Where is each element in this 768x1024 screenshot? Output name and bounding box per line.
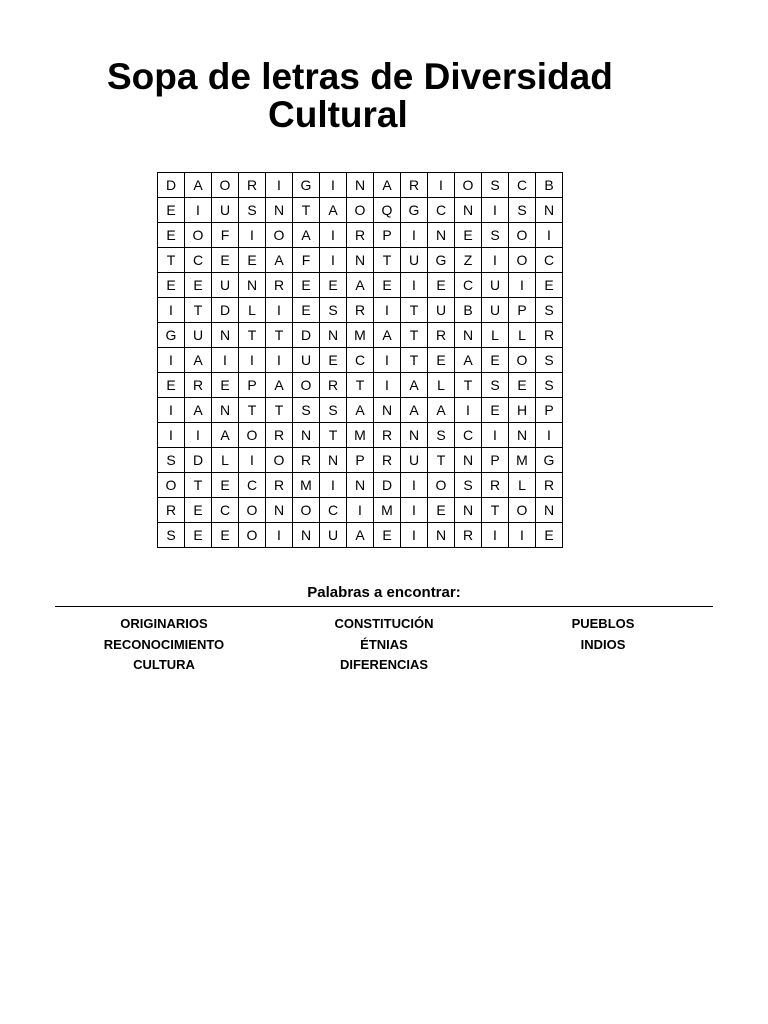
grid-cell: A	[401, 398, 428, 423]
grid-cell: A	[428, 398, 455, 423]
grid-cell: I	[509, 273, 536, 298]
grid-cell: F	[212, 223, 239, 248]
grid-cell: O	[266, 448, 293, 473]
grid-row	[158, 373, 563, 398]
grid-row	[158, 423, 563, 448]
grid-cell: O	[158, 473, 185, 498]
grid-cell: E	[374, 523, 401, 548]
title-line-1: Sopa de letras de Diversidad	[107, 56, 613, 97]
grid-cell: S	[239, 198, 266, 223]
grid-cell: I	[320, 223, 347, 248]
grid-cell: G	[401, 198, 428, 223]
grid-cell: E	[185, 273, 212, 298]
grid-cell: L	[239, 298, 266, 323]
grid-cell: T	[374, 248, 401, 273]
grid-cell: S	[536, 373, 563, 398]
grid-cell: I	[185, 198, 212, 223]
grid-cell: G	[536, 448, 563, 473]
grid-cell: R	[266, 473, 293, 498]
grid-cell: D	[212, 298, 239, 323]
grid-cell: R	[266, 423, 293, 448]
grid-row	[158, 523, 563, 548]
grid-cell: T	[428, 448, 455, 473]
grid-cell: T	[185, 298, 212, 323]
word-item: INDIOS	[580, 636, 626, 652]
grid-cell: E	[320, 348, 347, 373]
grid-cell: U	[212, 273, 239, 298]
grid-cell: S	[158, 523, 185, 548]
grid-cell: B	[455, 298, 482, 323]
grid-cell: B	[536, 173, 563, 198]
grid-cell: U	[428, 298, 455, 323]
grid-cell: R	[374, 448, 401, 473]
grid-cell: I	[482, 198, 509, 223]
grid-cell: E	[482, 398, 509, 423]
grid-cell: L	[428, 373, 455, 398]
grid-cell: I	[266, 298, 293, 323]
grid-cell: T	[482, 498, 509, 523]
grid-row	[158, 248, 563, 273]
grid-cell: P	[536, 398, 563, 423]
grid-cell: I	[428, 173, 455, 198]
grid-cell: U	[401, 248, 428, 273]
grid-cell: N	[536, 198, 563, 223]
grid-cell: F	[293, 248, 320, 273]
grid-cell: O	[266, 223, 293, 248]
title-line-2: Cultural	[268, 94, 408, 135]
grid-cell: C	[428, 198, 455, 223]
grid-row	[158, 448, 563, 473]
grid-row	[158, 198, 563, 223]
grid-cell: E	[428, 348, 455, 373]
grid-cell: A	[401, 373, 428, 398]
grid-cell: C	[536, 248, 563, 273]
grid-cell: R	[482, 473, 509, 498]
grid-cell: R	[320, 373, 347, 398]
grid-cell: I	[401, 498, 428, 523]
grid-cell: O	[428, 473, 455, 498]
grid-row	[158, 298, 563, 323]
grid-cell: O	[239, 498, 266, 523]
grid-cell: I	[401, 523, 428, 548]
grid-cell: E	[509, 373, 536, 398]
grid-cell: E	[158, 273, 185, 298]
grid-cell: S	[158, 448, 185, 473]
grid-cell: S	[536, 348, 563, 373]
grid-cell: T	[347, 373, 374, 398]
grid-cell: I	[536, 423, 563, 448]
grid-cell: O	[509, 223, 536, 248]
grid-cell: N	[455, 498, 482, 523]
grid-cell: R	[266, 273, 293, 298]
grid-cell: I	[374, 298, 401, 323]
grid-cell: I	[158, 348, 185, 373]
grid-cell: P	[347, 448, 374, 473]
grid-cell: H	[509, 398, 536, 423]
grid-cell: I	[266, 523, 293, 548]
grid-cell: E	[185, 498, 212, 523]
grid-cell: T	[158, 248, 185, 273]
grid-cell: N	[347, 248, 374, 273]
grid-cell: T	[266, 398, 293, 423]
grid-cell: A	[374, 323, 401, 348]
grid-cell: U	[482, 298, 509, 323]
grid-cell: D	[158, 173, 185, 198]
grid-cell: E	[158, 223, 185, 248]
grid-cell: E	[158, 373, 185, 398]
grid-cell: I	[239, 223, 266, 248]
grid-cell: N	[455, 198, 482, 223]
grid-cell: T	[455, 373, 482, 398]
grid-cell: E	[293, 273, 320, 298]
grid-cell: M	[509, 448, 536, 473]
grid-cell: N	[428, 223, 455, 248]
grid-cell: O	[455, 173, 482, 198]
grid-cell: S	[320, 398, 347, 423]
grid-cell: U	[482, 273, 509, 298]
grid-cell: A	[374, 173, 401, 198]
grid-cell: I	[266, 348, 293, 373]
grid-cell: C	[455, 273, 482, 298]
grid-cell: S	[536, 298, 563, 323]
grid-cell: R	[374, 423, 401, 448]
grid-cell: U	[401, 448, 428, 473]
grid-cell: U	[185, 323, 212, 348]
grid-cell: O	[293, 498, 320, 523]
grid-cell: O	[239, 423, 266, 448]
grid-cell: S	[293, 398, 320, 423]
grid-cell: I	[158, 398, 185, 423]
grid-cell: O	[239, 523, 266, 548]
word-item: ÉTNIAS	[360, 636, 408, 652]
grid-cell: O	[509, 348, 536, 373]
grid-cell: S	[482, 223, 509, 248]
grid-cell: E	[455, 223, 482, 248]
grid-cell: I	[455, 398, 482, 423]
grid-cell: N	[455, 448, 482, 473]
grid-cell: U	[320, 523, 347, 548]
grid-cell: O	[293, 373, 320, 398]
grid-cell: R	[428, 323, 455, 348]
word-item: RECONOCIMIENTO	[103, 636, 225, 652]
grid-cell: O	[347, 198, 374, 223]
grid-cell: G	[428, 248, 455, 273]
grid-cell: E	[185, 523, 212, 548]
grid-cell: N	[266, 198, 293, 223]
grid-cell: A	[185, 348, 212, 373]
grid-cell: T	[401, 298, 428, 323]
grid-cell: E	[293, 298, 320, 323]
grid-cell: A	[347, 398, 374, 423]
grid-cell: O	[509, 248, 536, 273]
grid-cell: O	[212, 173, 239, 198]
grid-cell: T	[401, 348, 428, 373]
grid-cell: T	[293, 198, 320, 223]
grid-cell: N	[212, 398, 239, 423]
grid-cell: M	[347, 323, 374, 348]
grid-cell: E	[428, 498, 455, 523]
grid-cell: M	[347, 423, 374, 448]
grid-cell: T	[185, 473, 212, 498]
grid-cell: R	[536, 323, 563, 348]
word-list-column-3	[503, 614, 703, 655]
grid-cell: O	[509, 498, 536, 523]
grid-cell: I	[401, 273, 428, 298]
word-item: DIFERENCIAS	[339, 657, 429, 672]
grid-cell: R	[185, 373, 212, 398]
grid-cell: A	[320, 198, 347, 223]
grid-cell: N	[293, 423, 320, 448]
grid-cell: A	[266, 248, 293, 273]
grid-cell: I	[158, 423, 185, 448]
grid-cell: E	[374, 273, 401, 298]
grid-cell: I	[185, 423, 212, 448]
grid-cell: C	[509, 173, 536, 198]
grid-cell: A	[347, 273, 374, 298]
grid-cell: I	[374, 348, 401, 373]
grid-cell: T	[401, 323, 428, 348]
grid-cell: I	[320, 248, 347, 273]
grid-cell: O	[185, 223, 212, 248]
grid-cell: S	[320, 298, 347, 323]
grid-cell: E	[536, 523, 563, 548]
grid-cell: I	[158, 298, 185, 323]
grid-cell: E	[428, 273, 455, 298]
grid-cell: Z	[455, 248, 482, 273]
grid-row	[158, 398, 563, 423]
grid-cell: R	[536, 473, 563, 498]
grid-cell: S	[428, 423, 455, 448]
grid-cell: L	[482, 323, 509, 348]
grid-cell: I	[320, 473, 347, 498]
grid-cell: L	[509, 323, 536, 348]
grid-row	[158, 273, 563, 298]
divider	[55, 606, 713, 607]
grid-cell: N	[428, 523, 455, 548]
grid-cell: I	[536, 223, 563, 248]
grid-cell: I	[239, 448, 266, 473]
grid-cell: A	[212, 423, 239, 448]
grid-cell: T	[320, 423, 347, 448]
grid-cell: N	[509, 423, 536, 448]
word-item: ORIGINARIOS	[120, 616, 208, 631]
grid-cell: E	[482, 348, 509, 373]
grid-cell: L	[212, 448, 239, 473]
grid-cell: N	[239, 273, 266, 298]
grid-row	[158, 223, 563, 248]
grid-cell: R	[347, 223, 374, 248]
grid-cell: M	[293, 473, 320, 498]
grid-cell: G	[293, 173, 320, 198]
grid-cell: D	[185, 448, 212, 473]
grid-cell: P	[509, 298, 536, 323]
grid-cell: I	[401, 473, 428, 498]
grid-cell: S	[482, 173, 509, 198]
grid-cell: I	[401, 223, 428, 248]
grid-cell: M	[374, 498, 401, 523]
grid-cell: I	[320, 173, 347, 198]
grid-cell: G	[158, 323, 185, 348]
grid-cell: C	[347, 348, 374, 373]
grid-cell: C	[239, 473, 266, 498]
word-search-grid	[157, 172, 563, 548]
grid-row	[158, 323, 563, 348]
grid-cell: D	[293, 323, 320, 348]
word-item: CULTURA	[133, 657, 195, 672]
words-heading: Palabras a encontrar:	[307, 584, 461, 601]
grid-cell: E	[158, 198, 185, 223]
grid-cell: C	[320, 498, 347, 523]
grid-cell: E	[536, 273, 563, 298]
grid-cell: E	[212, 373, 239, 398]
grid-cell: N	[401, 423, 428, 448]
grid-cell: T	[239, 398, 266, 423]
grid-cell: C	[185, 248, 212, 273]
word-item: PUEBLOS	[571, 616, 635, 631]
grid-cell: A	[293, 223, 320, 248]
grid-cell: I	[482, 423, 509, 448]
grid-cell: P	[239, 373, 266, 398]
grid-cell: E	[239, 248, 266, 273]
grid-cell: U	[212, 198, 239, 223]
grid-cell: R	[239, 173, 266, 198]
grid-cell: N	[536, 498, 563, 523]
grid-cell: N	[374, 398, 401, 423]
grid-cell: E	[212, 523, 239, 548]
grid-cell: A	[266, 373, 293, 398]
grid-cell: S	[482, 373, 509, 398]
grid-cell: A	[185, 173, 212, 198]
grid-cell: A	[185, 398, 212, 423]
grid-cell: N	[212, 323, 239, 348]
word-list-column-1	[64, 614, 264, 676]
grid-cell: T	[239, 323, 266, 348]
grid-cell: C	[455, 423, 482, 448]
grid-cell: A	[347, 523, 374, 548]
grid-cell: R	[455, 523, 482, 548]
grid-cell: N	[266, 498, 293, 523]
grid-cell: I	[482, 248, 509, 273]
grid-cell: L	[509, 473, 536, 498]
grid-cell: D	[374, 473, 401, 498]
word-list-column-2	[284, 614, 484, 676]
grid-cell: C	[212, 498, 239, 523]
grid-cell: I	[212, 348, 239, 373]
grid-cell: Q	[374, 198, 401, 223]
grid-cell: N	[347, 473, 374, 498]
grid-cell: N	[455, 323, 482, 348]
word-item: CONSTITUCIÓN	[334, 616, 434, 631]
grid-cell: T	[266, 323, 293, 348]
grid-cell: I	[374, 373, 401, 398]
grid-cell: P	[482, 448, 509, 473]
grid-cell: E	[212, 248, 239, 273]
grid-cell: I	[482, 523, 509, 548]
grid-cell: U	[293, 348, 320, 373]
grid-cell: R	[158, 498, 185, 523]
grid-cell: A	[455, 348, 482, 373]
grid-cell: N	[293, 523, 320, 548]
grid-cell: E	[212, 473, 239, 498]
grid-cell: N	[320, 323, 347, 348]
grid-cell: R	[401, 173, 428, 198]
grid-row	[158, 498, 563, 523]
grid-cell: I	[509, 523, 536, 548]
grid-cell: P	[374, 223, 401, 248]
grid-cell: S	[455, 473, 482, 498]
grid-cell: S	[509, 198, 536, 223]
grid-cell: E	[320, 273, 347, 298]
grid-cell: N	[347, 173, 374, 198]
grid-row	[158, 473, 563, 498]
grid-cell: R	[347, 298, 374, 323]
grid-cell: R	[293, 448, 320, 473]
grid-cell: I	[239, 348, 266, 373]
grid-row	[158, 348, 563, 373]
grid-cell: N	[320, 448, 347, 473]
grid-row	[158, 173, 563, 198]
grid-cell: I	[266, 173, 293, 198]
grid-cell: I	[347, 498, 374, 523]
